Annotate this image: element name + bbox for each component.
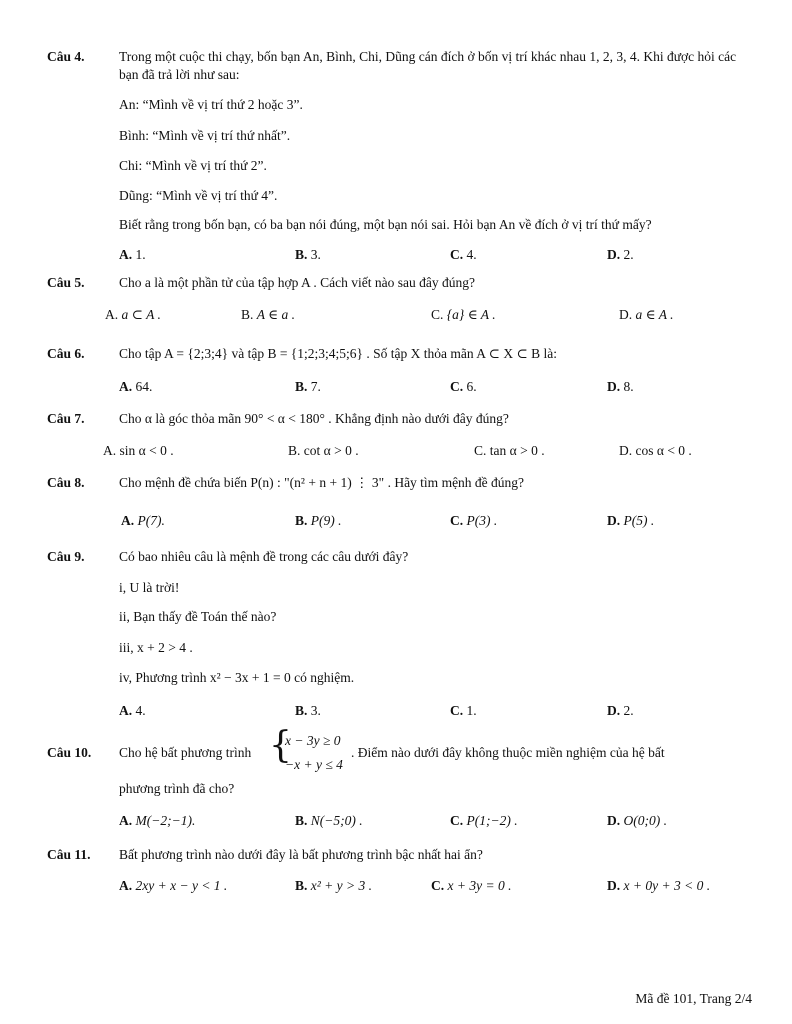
option-b: B. cot α > 0 . xyxy=(288,443,359,458)
question-text: Bất phương trình nào dưới đây là bất phương trình bậc nhất hai ẩn? xyxy=(119,847,483,862)
option-b: B. x² + y > 3 . xyxy=(295,878,373,893)
option-a: A. 4. xyxy=(119,703,146,718)
answer-line: Bình: “Mình về vị trí thứ nhất”. xyxy=(119,128,291,143)
option-a: A. a ⊂ A . xyxy=(105,307,161,322)
option-a: A. 2xy + x − y < 1 . xyxy=(119,878,228,893)
question-label: Câu 11. xyxy=(47,847,91,862)
question-label: Câu 9. xyxy=(47,549,85,564)
option-c: C. tan α > 0 . xyxy=(474,443,545,458)
option-c: C. 4. xyxy=(450,247,477,262)
option-d: D. x + 0y + 3 < 0 . xyxy=(607,878,711,893)
page-footer: Mã đề 101, Trang 2/4 xyxy=(635,991,752,1006)
question-label: Câu 5. xyxy=(47,275,85,290)
statement-line: i, U là trời! xyxy=(119,580,180,595)
question-10 xyxy=(47,725,752,840)
question-text: Cho a là một phần tử của tập hợp A . Cách viết nào sau đây đúng? xyxy=(119,275,476,290)
question-text: Cho α là góc thỏa mãn 90° < α < 180° . Khẳng định nào dưới đây đúng? xyxy=(119,411,509,426)
answer-line: Dũng: “Mình về vị trí thứ 4”. xyxy=(119,188,278,203)
option-a: A. P(7). xyxy=(121,513,165,528)
option-b: B. N(−5;0) . xyxy=(295,813,363,828)
option-c: C. 6. xyxy=(450,379,477,394)
question-text: Có bao nhiêu câu là mệnh đề trong các câu dưới đây? xyxy=(119,549,409,564)
system-brace: { xyxy=(269,725,292,766)
statement-line: ii, Bạn thấy đề Toán thế nào? xyxy=(119,609,277,624)
question-label: Câu 8. xyxy=(47,475,85,490)
option-c: C. 1. xyxy=(450,703,477,718)
question-text: Trong một cuộc thi chạy, bốn bạn An, Bình, Chi, Dũng cán đích ở bốn vị trí khác nhau 1, 2, 3, 4. Khi được hỏi các bạn đã trả lời như sau: xyxy=(119,49,737,83)
option-d: D. O(0;0) . xyxy=(607,813,667,828)
option-d: D. 8. xyxy=(607,379,634,394)
statement-line: iv, Phương trình x² − 3x + 1 = 0 có nghiệm. xyxy=(119,670,355,685)
option-c: C. {a} ∈ A . xyxy=(431,307,496,322)
option-d: D. 2. xyxy=(607,703,634,718)
question-label: Câu 6. xyxy=(47,346,85,361)
system-inequality-2: −x + y ≤ 4 xyxy=(285,757,343,772)
option-c: C. P(3) . xyxy=(450,513,498,528)
system-inequality-1: x − 3y ≥ 0 xyxy=(285,733,341,748)
option-c: C. x + 3y = 0 . xyxy=(431,878,512,893)
option-a: A. sin α < 0 . xyxy=(103,443,174,458)
option-b: B. 3. xyxy=(295,247,321,262)
option-b: B. P(9) . xyxy=(295,513,342,528)
answer-line: Biết rằng trong bốn bạn, có ba bạn nói đúng, một bạn nói sai. Hỏi bạn An về đích ở vị trí thứ mấy? xyxy=(119,217,652,232)
option-b: B. A ∈ a . xyxy=(241,307,296,322)
option-b: B. 3. xyxy=(295,703,321,718)
option-d: D. a ∈ A . xyxy=(619,307,674,322)
answer-line: Chi: “Mình về vị trí thứ 2”. xyxy=(119,158,267,173)
question-text: Cho hệ bất phương trình xyxy=(119,745,252,760)
option-b: B. 7. xyxy=(295,379,321,394)
question-text: Cho mệnh đề chứa biến P(n) : "(n² + n + 1) ⋮ 3" . Hãy tìm mệnh đề đúng? xyxy=(119,475,525,490)
statement-line: iii, x + 2 > 4 . xyxy=(119,640,193,655)
answer-line: An: “Mình về vị trí thứ 2 hoặc 3”. xyxy=(119,97,303,112)
option-c: C. P(1;−2) . xyxy=(450,813,518,828)
question-text-wrap: phương trình đã cho? xyxy=(119,781,235,796)
option-d: D. cos α < 0 . xyxy=(619,443,692,458)
option-d: D. P(5) . xyxy=(607,513,655,528)
option-a: A. 1. xyxy=(119,247,146,262)
question-label: Câu 4. xyxy=(47,49,85,64)
question-label: Câu 10. xyxy=(47,745,92,760)
option-a: A. M(−2;−1). xyxy=(119,813,196,828)
option-a: A. 64. xyxy=(119,379,153,394)
question-text: Cho tập A = {2;3;4} và tập B = {1;2;3;4;5;6} . Số tập X thỏa mãn A ⊂ X ⊂ B là: xyxy=(119,346,558,361)
option-d: D. 2. xyxy=(607,247,634,262)
question-label: Câu 7. xyxy=(47,411,85,426)
question-text-continued: . Điểm nào dưới đây không thuộc miền nghiệm của hệ bất xyxy=(351,745,665,760)
